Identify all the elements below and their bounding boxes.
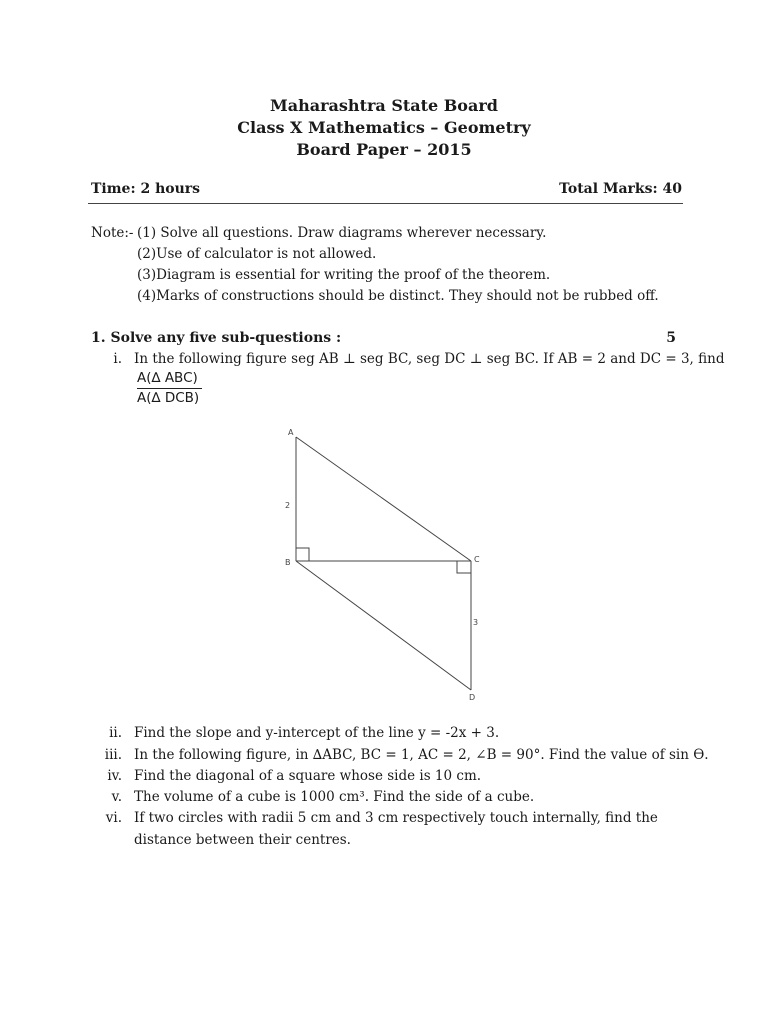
subq-1-number: i. (113, 351, 122, 367)
subq-6-number: vi. (105, 810, 122, 826)
segment-bd (296, 561, 471, 690)
subq-5-text: The volume of a cube is 1000 cm³. Find the side of a cube. (134, 789, 535, 805)
question-1-marks: 5 (666, 330, 676, 346)
subq-2-number: ii. (109, 725, 122, 741)
length-label-cd: 3 (473, 618, 479, 627)
note-prefix: Note:- (91, 225, 134, 241)
question-1-heading: 1. Solve any five sub-questions : (91, 330, 342, 346)
subq-6-text-continued: distance between their centres. (134, 832, 351, 848)
vertex-label-d: D (469, 693, 476, 702)
subq-4-number: iv. (107, 768, 122, 784)
fraction-denominator: A(∆ DCB) (137, 389, 200, 406)
vertex-label-b: B (285, 558, 291, 567)
note-item-3: (3)Diagram is essential for writing the proof of the theorem. (137, 267, 551, 283)
vertex-label-c: C (474, 555, 480, 564)
subq-1-text: In the following figure seg AB ⊥ seg BC, seg DC ⊥ seg BC. If AB = 2 and DC = 3, find (134, 351, 725, 367)
note-item-4: (4)Marks of constructions should be distinct. They should not be rubbed off. (137, 288, 659, 304)
subq-5-number: v. (111, 789, 122, 805)
time-allowed: Time: 2 hours (91, 181, 201, 197)
paper-subject-title: Class X Mathematics – Geometry (237, 118, 531, 137)
subq-3-number: iii. (104, 747, 122, 763)
right-angle-mark-c (457, 561, 471, 573)
subq-2-text: Find the slope and y-intercept of the line y = -2x + 3. (134, 725, 500, 741)
vertex-label-a: A (288, 428, 294, 437)
subq-3-text: In the following figure, in ∆ABC, BC = 1, AC = 2, ∠B = 90°. Find the value of sin Ѳ. (134, 747, 709, 763)
right-angle-mark-b (296, 548, 309, 561)
length-label-ab: 2 (285, 501, 291, 510)
note-item-2: (2)Use of calculator is not allowed. (137, 246, 377, 262)
subq-6-text: If two circles with radii 5 cm and 3 cm respectively touch internally, find the (134, 810, 658, 826)
segment-ac (296, 437, 471, 561)
total-marks: Total Marks: 40 (559, 181, 682, 197)
fraction-numerator: A(∆ ABC) (137, 372, 202, 389)
subq-4-text: Find the diagonal of a square whose side is 10 cm. (134, 768, 482, 784)
paper-board-title: Maharashtra State Board (270, 96, 498, 115)
note-item-1: (1) Solve all questions. Draw diagrams wherever necessary. (137, 225, 547, 241)
paper-year-title: Board Paper – 2015 (296, 140, 472, 159)
